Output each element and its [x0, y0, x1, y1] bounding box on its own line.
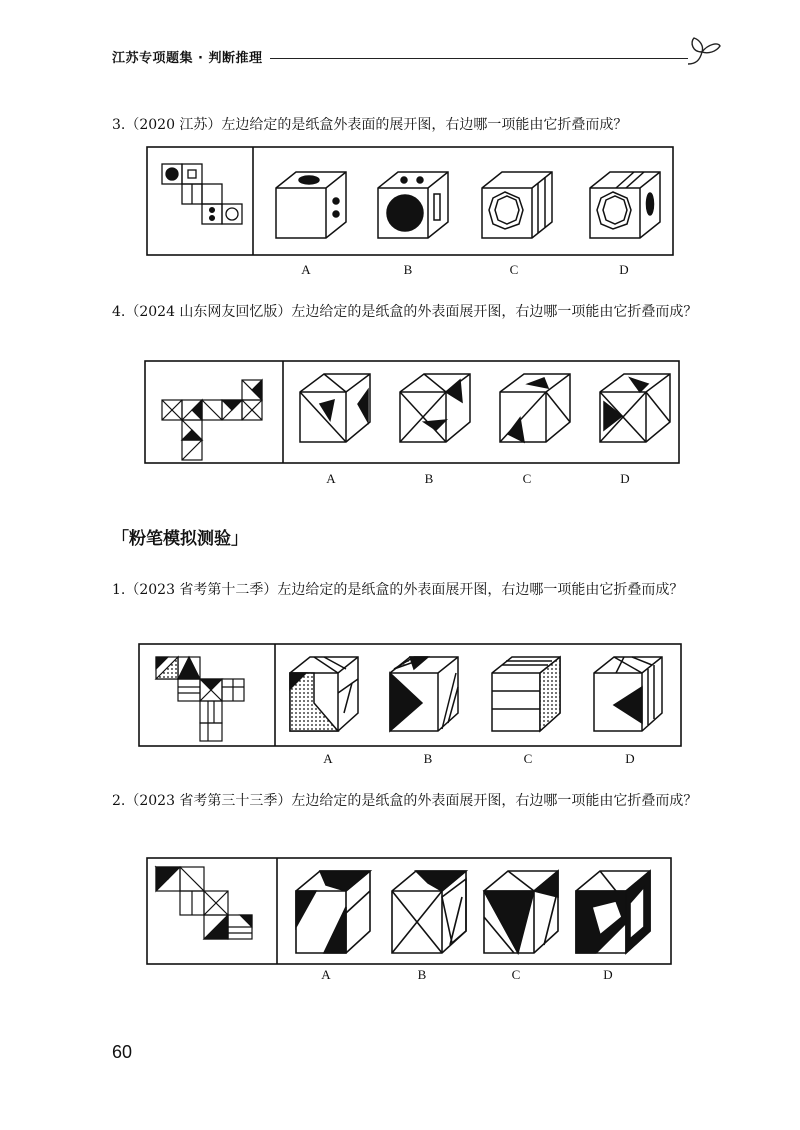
- practice-1-figure: [138, 643, 682, 747]
- q4-option-d-cube: [600, 374, 670, 442]
- p2-option-b-label: B: [417, 967, 427, 982]
- q4-net: [162, 380, 262, 460]
- q4-option-b-cube: [400, 374, 470, 442]
- p1-option-c-cube: [492, 657, 560, 731]
- q3-option-c-label: C: [509, 262, 519, 277]
- question-3-figure: [146, 146, 674, 256]
- p1-option-d-cube: [594, 657, 662, 731]
- p2-option-b-cube: [392, 871, 466, 953]
- q3-option-c-cube: [482, 172, 552, 238]
- p2-net: [156, 867, 252, 939]
- q3-option-b-cube: [378, 172, 448, 238]
- q4-option-c-cube: [500, 374, 570, 442]
- practice-1-text: 1.（2023 省考第十二季）左边给定的是纸盒的外表面展开图，右边哪一项能由它折叠而成？: [112, 582, 684, 598]
- q3-net: [162, 164, 242, 224]
- q3-option-a-cube: [276, 172, 346, 238]
- question-4-text: 4.（2024 山东网友回忆版）左边给定的是纸盒的外表面展开图，右边哪一项能由它折叠而成？: [112, 304, 698, 320]
- p1-option-a-cube: [290, 657, 358, 731]
- section-title: 「粉笔模拟测验」: [112, 529, 248, 549]
- q4-option-d-label: D: [620, 471, 630, 486]
- page-number: 60: [112, 1042, 133, 1062]
- q4-option-a-cube: [300, 374, 370, 442]
- header-rule: [270, 58, 688, 59]
- question-3-text: 3.（2020 江苏）左边给定的是纸盒外表面的展开图，右边哪一项能由它折叠而成？: [112, 117, 628, 133]
- q4-option-b-label: B: [424, 471, 434, 486]
- practice-2-text: 2.（2023 省考第三十三季）左边给定的是纸盒的外表面展开图，右边哪一项能由它折叠而成？: [112, 793, 698, 809]
- p1-option-b-cube: [390, 657, 458, 731]
- p2-option-d-cube: [576, 871, 650, 953]
- p2-option-d-label: D: [603, 967, 613, 982]
- p1-option-a-label: A: [323, 751, 333, 766]
- q3-option-d-label: D: [619, 262, 629, 277]
- p2-option-c-cube: [484, 871, 558, 953]
- p1-net: [156, 657, 244, 741]
- p2-option-a-label: A: [321, 967, 331, 982]
- sprout-icon: [682, 30, 726, 66]
- q3-option-d-cube: [590, 172, 660, 238]
- running-header: 江苏专项题集 · 判断推理: [112, 51, 263, 66]
- question-4-figure: [144, 360, 680, 464]
- practice-2-figure: [146, 857, 672, 965]
- p2-option-a-cube: [296, 871, 370, 953]
- p2-option-c-label: C: [511, 967, 521, 982]
- q3-option-b-label: B: [403, 262, 413, 277]
- q4-option-c-label: C: [522, 471, 532, 486]
- q3-option-a-label: A: [301, 262, 311, 277]
- p1-option-d-label: D: [625, 751, 635, 766]
- p1-option-b-label: B: [423, 751, 433, 766]
- p1-option-c-label: C: [523, 751, 533, 766]
- q4-option-a-label: A: [326, 471, 336, 486]
